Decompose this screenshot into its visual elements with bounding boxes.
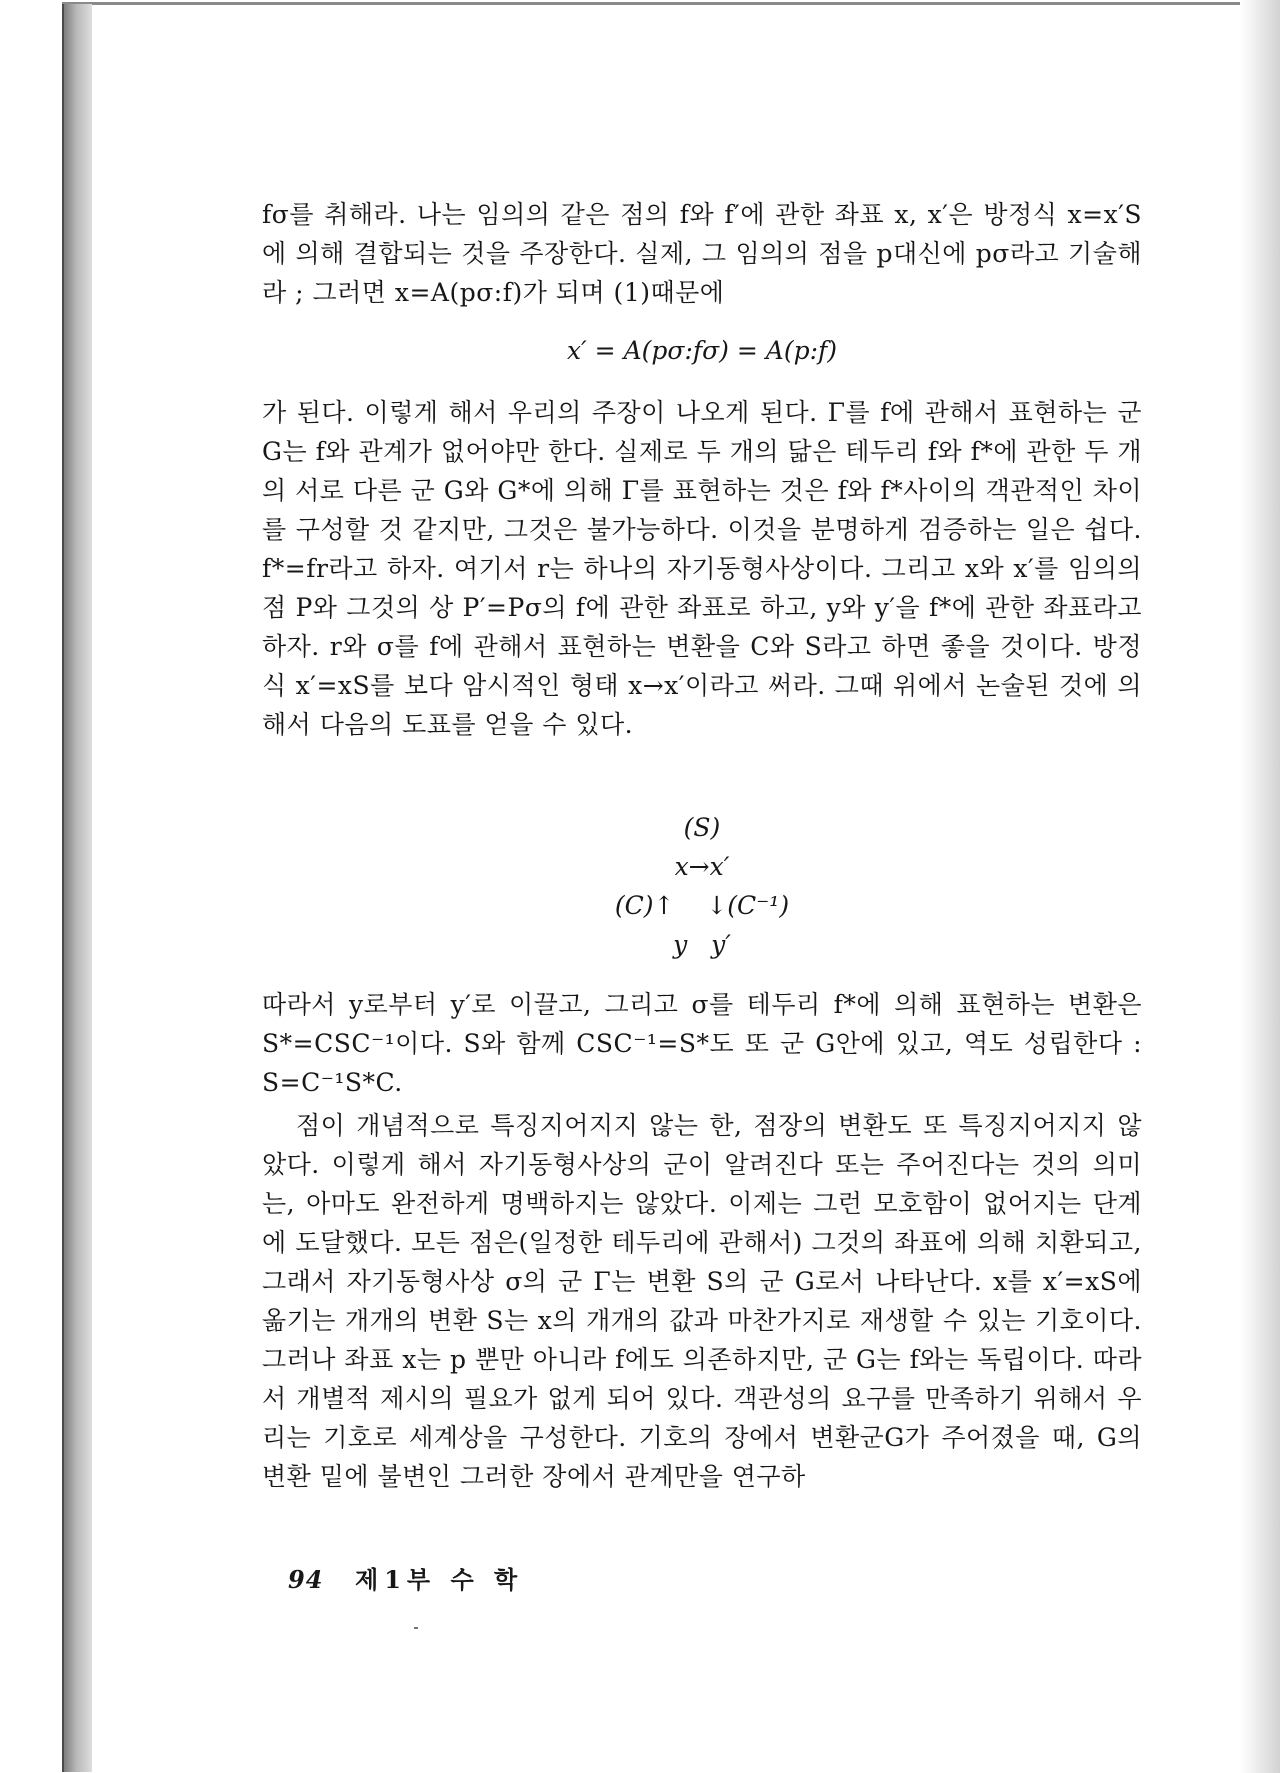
page-footer: [288, 1560, 523, 1595]
diagram-row-y: y y′: [673, 930, 731, 959]
paragraph-objectivity: 점이 개념적으로 특징지어지지 않는 한, 점장의 변환도 또 특징지어지지 않았다. 이렇게 해서 자기동형사상의 군이 알려진다 또는 주어진다는 것의 의미는, 아마도 완전하게 명백하지는 않았다. 이제는 그런 모호함이 없어지는 단계에 도달했다. 모든 점은(일정한 테두리에 관해서) 그것의 좌표에 의해 치환되고, 그래서 자기동형사상 σ의 군 Γ는 변환 S의 군 G로서 나타난다. x를 x′=xS에 옮기는 개개의 변환 S는 x의 개개의 값과 마찬가지로 재생할 수 있는 기호이다. 그러나 좌표 x는 p 뿐만 아니라 f에도 의존하지만, 군 G는 f와는 독립이다. 따라서 개별적 제시의 필요가 없게 되어 있다. 객관성의 요구를 만족하기 위해서 우리는 기호로 세계상을 구성한다. 기호의 장에서 변환군G가 주어졌을 때, G의 변환 밑에 불변인 그러한 장에서 관계만을 연구하: [262, 1111, 1142, 1491]
paragraph-conjugate: 따라서 y로부터 y′로 이끌고, 그리고 σ를 테두리 f*에 의해 표현하는 변환은 S*=CSC⁻¹이다. S와 함께 CSC⁻¹=S*도 또 군 G안에 있고, 역도 성립한다 : S=C⁻¹S*C.: [262, 990, 1142, 1097]
paragraph-group-argument: 가 된다. 이렇게 해서 우리의 주장이 나오게 된다. Γ를 f에 관해서 표현하는 군 G는 f와 관계가 없어야만 한다. 실제로 두 개의 닮은 테두리 f와 f*에 관한 두 개의 서로 다른 군 G와 G*에 의해 Γ를 표현하는 것은 f와 f*사이의 객관적인 차이를 구성할 것 같지만, 그것은 불가능하다. 이것을 분명하게 검증하는 일은 쉽다. f*=fr라고 하자. 여기서 r는 하나의 자기동형사상이다. 그리고 x와 x′를 임의의 점 P와 그것의 상 P′=Pσ의 f에 관한 좌표로 하고, y와 y′을 f*에 관한 좌표라고 하자. r와 σ를 f에 관해서 표현하는 변환을 C와 S라고 하면 좋을 것이다. 방정식 x′=xS를 보다 암시적인 형태 x→x′이라고 써라. 그때 위에서 논술된 것에 의해서 다음의 도표를 얻을 수 있다.: [262, 398, 1142, 739]
paragraph-intro: fσ를 취해라. 나는 임의의 같은 점의 f와 f′에 관한 좌표 x, x′은 방정식 x=x′S에 의해 결합되는 것을 주장한다. 실제, 그 임의의 점을 p대신에 pσ라고 기술해라 ; 그러면 x=A(pσ:f)가 되며 (1)때문에: [262, 200, 1142, 307]
page-body: [262, 0, 1142, 1773]
diagram-label-s: (S): [683, 813, 721, 842]
section-title: 제1부 수 학: [355, 1565, 524, 1594]
page-number: 94: [288, 1565, 324, 1594]
diagram-row-arrows: (C)↑ ↓(C⁻¹): [614, 891, 790, 920]
scan-speck: [414, 1627, 418, 1629]
commutative-diagram: [262, 808, 1142, 964]
book-spine-edge: [62, 4, 92, 1772]
diagram-row-x: x→x′: [674, 852, 730, 881]
equation-display: x′ = A(pσ:fσ) = A(p:f): [566, 336, 838, 365]
page-right-shadow: [1240, 0, 1280, 1773]
